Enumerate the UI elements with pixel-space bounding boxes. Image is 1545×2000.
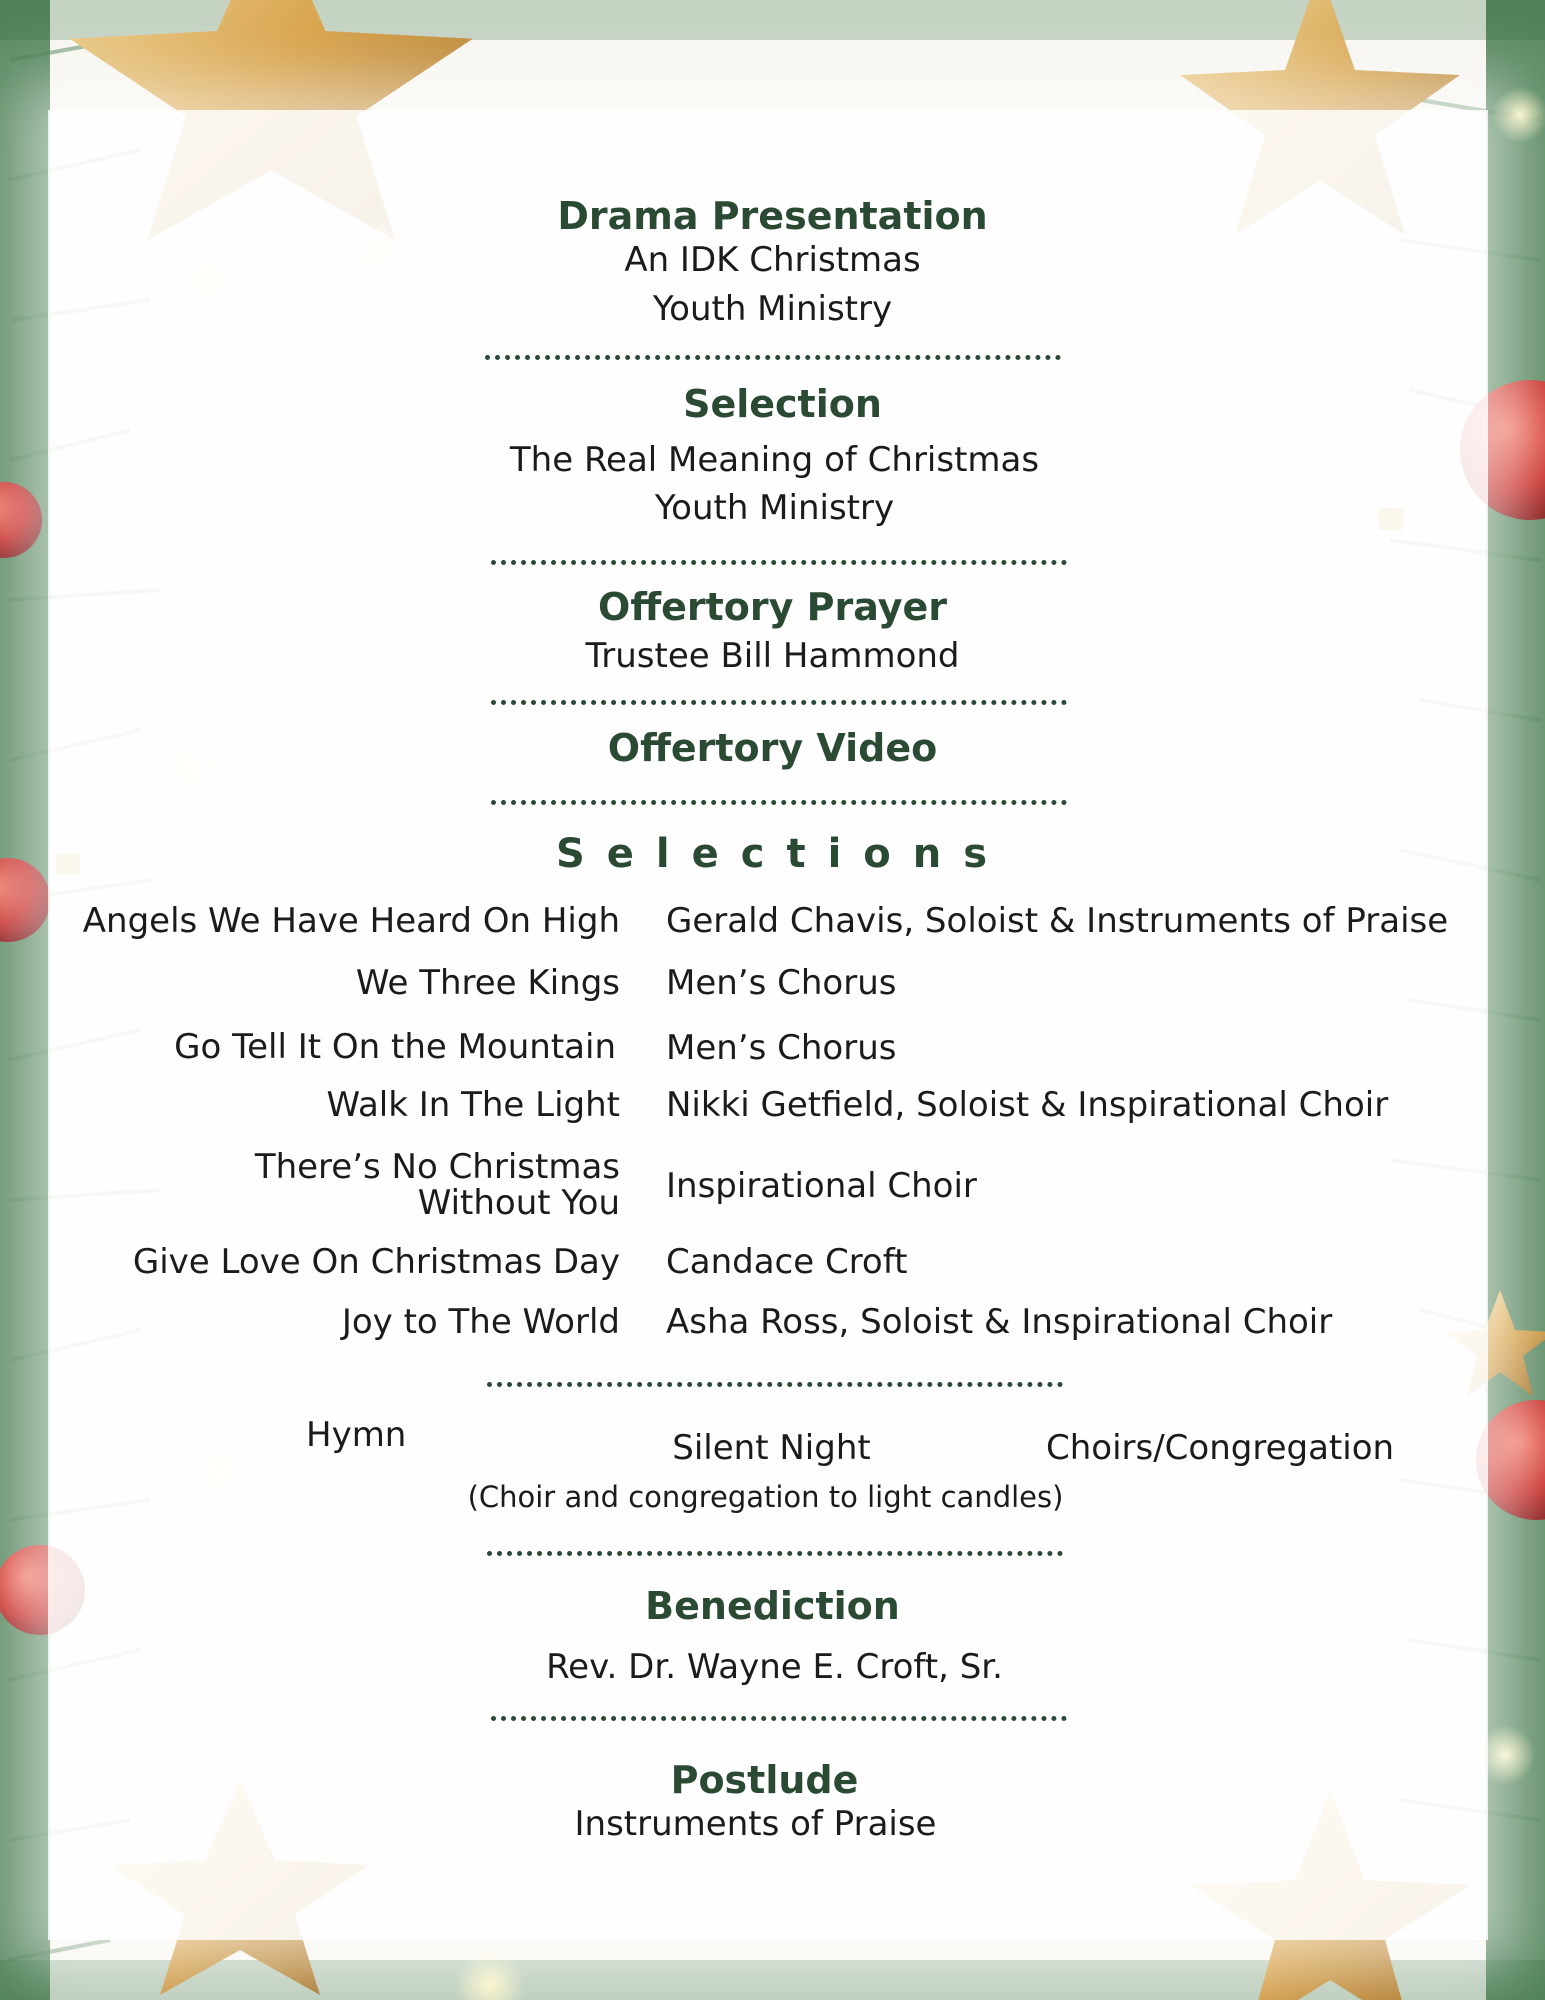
- song-performer: Gerald Chavis, Soloist & Instruments of Praise: [666, 901, 1449, 941]
- song-title: We Three Kings: [355, 963, 620, 1003]
- song-title: Angels We Have Heard On High: [82, 901, 620, 941]
- song-title: Walk In The Light: [326, 1085, 620, 1125]
- divider: [491, 1716, 1067, 1721]
- postlude-heading: Postlude: [670, 1758, 859, 1802]
- selection-heading: Selection: [683, 382, 882, 426]
- offertory-prayer-by: Trustee Bill Hammond: [585, 636, 960, 676]
- hymn-title: Silent Night: [672, 1428, 871, 1468]
- hymn-note: (Choir and congregation to light candles): [467, 1480, 1064, 1514]
- hymn-by: Choirs/Congregation: [1046, 1428, 1395, 1468]
- hymn-label: Hymn: [306, 1415, 407, 1455]
- drama-heading: Drama Presentation: [557, 194, 988, 238]
- song-performer: Nikki Getfield, Soloist & Inspirational Choir: [666, 1085, 1389, 1125]
- drama-by: Youth Ministry: [652, 289, 893, 329]
- selections-heading: Selections: [555, 831, 1010, 877]
- offertory-prayer-heading: Offertory Prayer: [598, 585, 947, 629]
- song-title: Give Love On Christmas Day: [132, 1242, 620, 1282]
- song-performer: Men’s Chorus: [666, 1028, 897, 1068]
- song-title-line: Without You: [417, 1183, 620, 1223]
- song-title-line: There’s No Christmas: [254, 1147, 620, 1187]
- divider: [487, 1551, 1063, 1556]
- divider: [485, 355, 1061, 360]
- song-title: Joy to The World: [341, 1302, 620, 1342]
- divider: [491, 560, 1067, 565]
- divider: [491, 700, 1067, 705]
- song-performer: Inspirational Choir: [666, 1166, 977, 1206]
- selection-title: The Real Meaning of Christmas: [509, 440, 1040, 480]
- song-title: [255, 1149, 620, 1221]
- song-performer: Asha Ross, Soloist & Inspirational Choir: [666, 1302, 1333, 1342]
- drama-title: An IDK Christmas: [624, 240, 921, 280]
- offertory-video-heading: Offertory Video: [607, 726, 938, 770]
- divider: [491, 800, 1067, 805]
- selection-by: Youth Ministry: [654, 488, 895, 528]
- benediction-by: Rev. Dr. Wayne E. Croft, Sr.: [546, 1647, 1003, 1687]
- song-performer: Men’s Chorus: [666, 963, 897, 1003]
- divider: [487, 1382, 1063, 1387]
- benediction-heading: Benediction: [645, 1584, 900, 1628]
- song-performer: Candace Croft: [666, 1242, 908, 1282]
- postlude-by: Instruments of Praise: [574, 1804, 937, 1844]
- song-title: Go Tell It On the Mountain: [174, 1027, 616, 1067]
